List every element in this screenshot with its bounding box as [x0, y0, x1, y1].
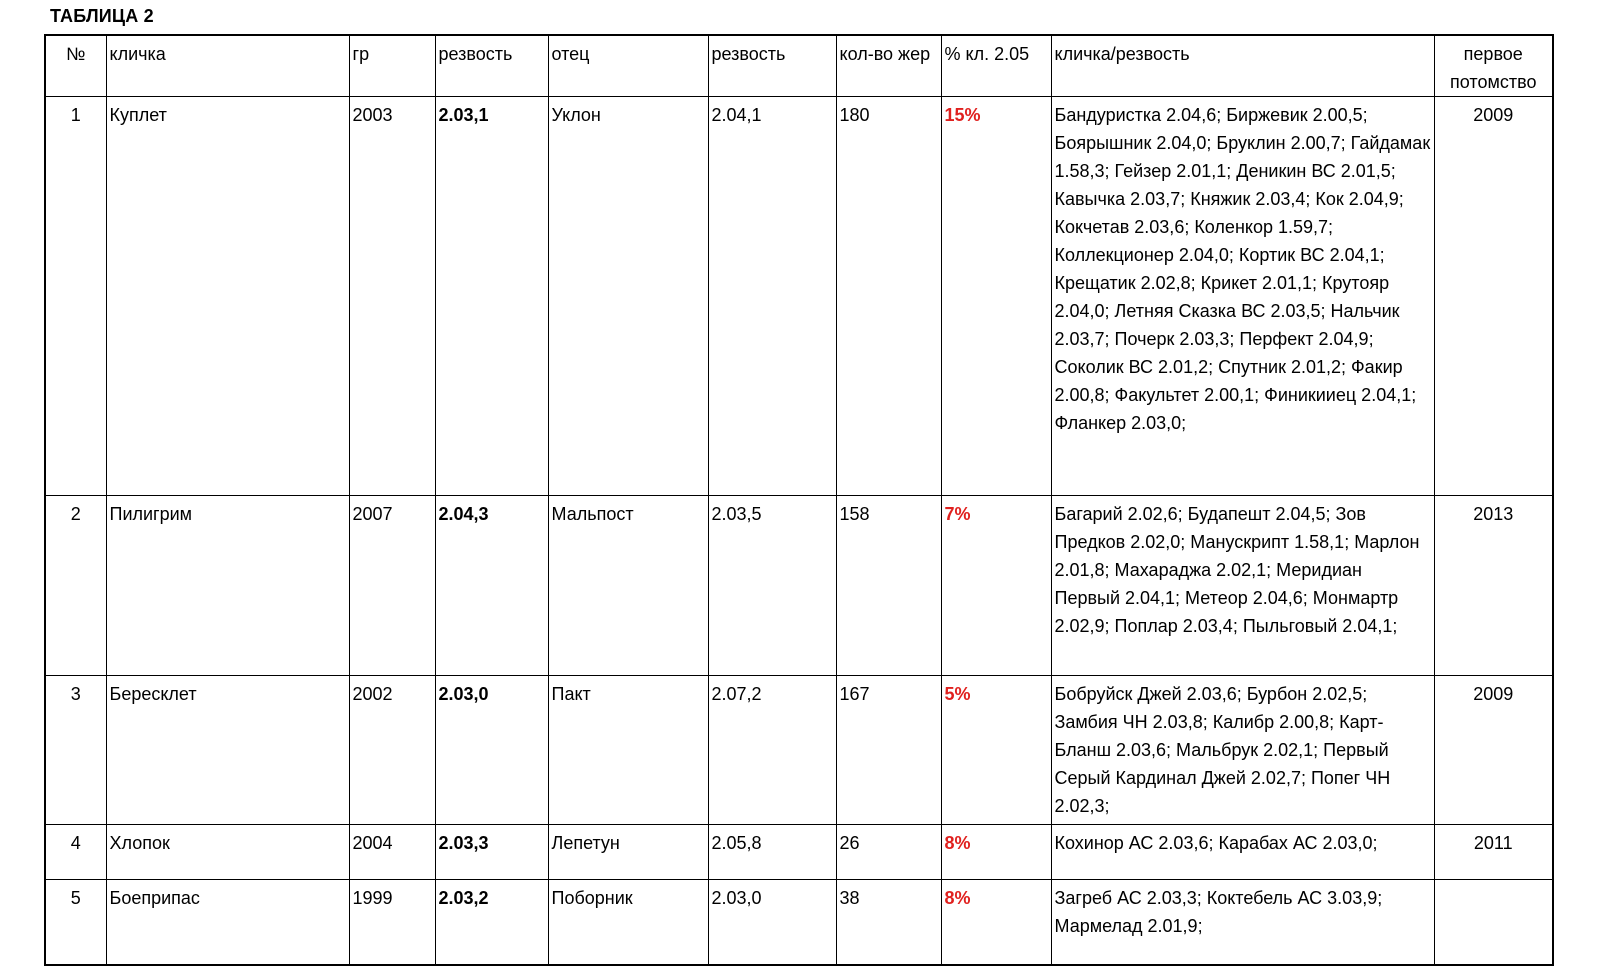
- cell-speed: 2.03,1: [435, 97, 548, 496]
- header-speed: резвость: [435, 35, 548, 97]
- cell-year: 1999: [349, 880, 435, 966]
- stallions-table: [44, 34, 1554, 966]
- cell-sire: Лепетун: [548, 825, 708, 880]
- cell-sire-speed: 2.03,5: [708, 496, 836, 676]
- cell-sire: Уклон: [548, 97, 708, 496]
- cell-pct-class: 5%: [941, 676, 1051, 825]
- cell-first-offspring: 2009: [1434, 97, 1553, 496]
- cell-mares: 158: [836, 496, 941, 676]
- cell-num: 4: [45, 825, 106, 880]
- table-row: [45, 496, 1553, 676]
- cell-sire: Поборник: [548, 880, 708, 966]
- table-caption: ТАБЛИЦА 2: [50, 6, 154, 26]
- cell-offspring: Багарий 2.02,6; Будапешт 2.04,5; Зов Предков 2.02,0; Манускрипт 1.58,1; Марлон 2.01,8; Махараджа 2.02,1; Меридиан Первый 2.04,1; Метеор 2.04,6; Монмартр 2.02,9; Поплар 2.03,4; Пыльговый 2.04,1;: [1051, 496, 1434, 676]
- cell-offspring: Бандуристка 2.04,6; Биржевик 2.00,5; Боярышник 2.04,0; Бруклин 2.00,7; Гайдамак 1.58,3; Гейзер 2.01,1; Деникин ВС 2.01,5; Кавычка 2.03,7; Княжик 2.03,4; Кок 2.04,9; Кокчетав 2.03,6; Коленкор 1.59,7; Коллекционер 2.04,0; Кортик ВС 2.04,1; Крещатик 2.02,8; Крикет 2.01,1; Крутояр 2.04,0; Летняя Сказка ВС 2.03,5; Нальчик 2.03,7; Почерк 2.03,3; Перфект 2.04,9; Соколик ВС 2.01,2; Спутник 2.01,2; Факир 2.00,8; Факультет 2.00,1; Финикииец 2.04,1; Фланкер 2.03,0;: [1051, 97, 1434, 496]
- cell-mares: 180: [836, 97, 941, 496]
- cell-name: Боеприпас: [106, 880, 349, 966]
- cell-year: 2003: [349, 97, 435, 496]
- cell-speed: 2.03,0: [435, 676, 548, 825]
- cell-pct-class: 15%: [941, 97, 1051, 496]
- cell-sire-speed: 2.03,0: [708, 880, 836, 966]
- header-mares: кол-во жер: [836, 35, 941, 97]
- cell-speed: 2.03,3: [435, 825, 548, 880]
- cell-year: 2007: [349, 496, 435, 676]
- cell-name: Куплет: [106, 97, 349, 496]
- cell-sire-speed: 2.07,2: [708, 676, 836, 825]
- cell-offspring: Кохинор АС 2.03,6; Карабах АС 2.03,0;: [1051, 825, 1434, 880]
- cell-first-offspring: [1434, 880, 1553, 966]
- header-offspring: кличка/резвость: [1051, 35, 1434, 97]
- header-row: [45, 35, 1553, 97]
- cell-first-offspring: 2009: [1434, 676, 1553, 825]
- cell-num: 3: [45, 676, 106, 825]
- cell-sire: Мальпост: [548, 496, 708, 676]
- table-row: [45, 825, 1553, 880]
- cell-sire: Пакт: [548, 676, 708, 825]
- cell-mares: 38: [836, 880, 941, 966]
- header-name: кличка: [106, 35, 349, 97]
- cell-name: Бересклет: [106, 676, 349, 825]
- cell-speed: 2.03,2: [435, 880, 548, 966]
- table-row: [45, 97, 1553, 496]
- table-row: [45, 880, 1553, 966]
- cell-sire-speed: 2.05,8: [708, 825, 836, 880]
- cell-offspring: Бобруйск Джей 2.03,6; Бурбон 2.02,5; Замбия ЧН 2.03,8; Калибр 2.00,8; Карт-Бланш 2.03,6; Мальбрук 2.02,1; Первый Серый Кардинал Джей 2.02,7; Попег ЧН 2.02,3;: [1051, 676, 1434, 825]
- cell-year: 2004: [349, 825, 435, 880]
- cell-mares: 167: [836, 676, 941, 825]
- cell-pct-class: 8%: [941, 825, 1051, 880]
- cell-mares: 26: [836, 825, 941, 880]
- cell-pct-class: 8%: [941, 880, 1051, 966]
- header-sire: отец: [548, 35, 708, 97]
- header-first-offspring: первое потомство: [1434, 35, 1553, 97]
- header-num: №: [45, 35, 106, 97]
- cell-num: 5: [45, 880, 106, 966]
- cell-offspring: Загреб АС 2.03,3; Коктебель АС 3.03,9; Мармелад 2.01,9;: [1051, 880, 1434, 966]
- table-row: [45, 676, 1553, 825]
- cell-num: 2: [45, 496, 106, 676]
- header-year: гр: [349, 35, 435, 97]
- cell-name: Хлопок: [106, 825, 349, 880]
- cell-first-offspring: 2013: [1434, 496, 1553, 676]
- cell-pct-class: 7%: [941, 496, 1051, 676]
- cell-speed: 2.04,3: [435, 496, 548, 676]
- header-pct-class: % кл. 2.05: [941, 35, 1051, 97]
- header-sire-speed: резвость: [708, 35, 836, 97]
- cell-year: 2002: [349, 676, 435, 825]
- cell-sire-speed: 2.04,1: [708, 97, 836, 496]
- cell-first-offspring: 2011: [1434, 825, 1553, 880]
- cell-num: 1: [45, 97, 106, 496]
- cell-name: Пилигрим: [106, 496, 349, 676]
